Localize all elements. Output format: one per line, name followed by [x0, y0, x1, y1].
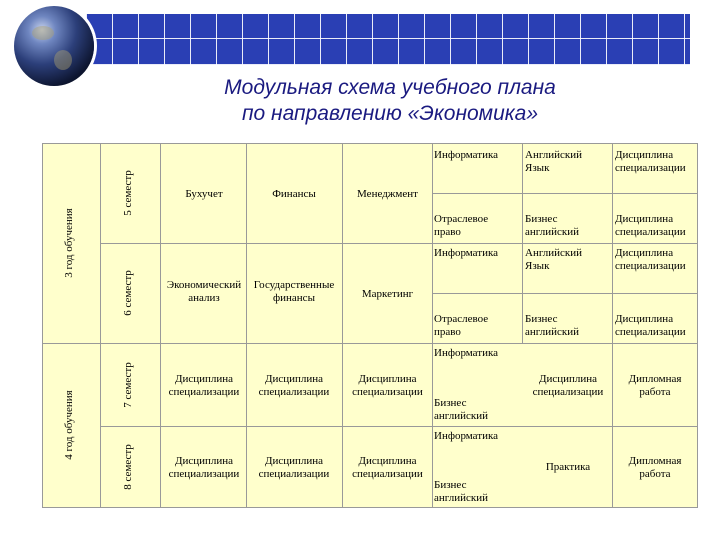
- r6-c1: Экономический анализ: [166, 279, 242, 304]
- r7-c1: Дисциплина специализации: [168, 373, 240, 398]
- page-title: [150, 75, 630, 127]
- r7-c5: Дисциплина специализации: [532, 373, 604, 398]
- r8-c5: Практика: [545, 461, 591, 473]
- r8-c4a: Информатика: [434, 430, 499, 442]
- r6-c5a: Английский Язык: [525, 247, 583, 272]
- r5-c4b: Отраслевое право: [434, 213, 489, 238]
- r5-c1: Бухучет: [185, 188, 223, 200]
- r5-c6a: Дисциплина специализации: [615, 149, 686, 174]
- r7-c2: Дисциплина специализации: [258, 373, 330, 398]
- r7-c4b: Бизнес английский: [434, 397, 488, 422]
- r8-c4b: Бизнес английский: [434, 479, 488, 504]
- r6-c5b: Бизнес английский: [525, 313, 579, 338]
- semester-5-label: 5 семестр: [122, 170, 134, 216]
- title-line-1: Модульная схема учебного плана: [224, 76, 556, 99]
- r7-c3: Дисциплина специализации: [352, 373, 423, 398]
- semester-8-label: 8 семестр: [122, 444, 134, 490]
- r6-c4a: Информатика: [434, 247, 499, 259]
- semester-6-label: 6 семестр: [122, 270, 134, 316]
- r6-c6b: Дисциплина специализации: [615, 313, 686, 338]
- r8-c3: Дисциплина специализации: [352, 455, 423, 480]
- curriculum-table: [42, 143, 698, 508]
- r7-c6: Дипломная работа: [628, 373, 682, 398]
- header-banner: [86, 14, 690, 65]
- r5-c4a: Информатика: [434, 149, 499, 161]
- r6-c2: Государственные финансы: [253, 279, 335, 304]
- semester-7-label: 7 семестр: [122, 362, 134, 408]
- r6-c3: Маркетинг: [361, 288, 414, 300]
- globe-logo-icon: [14, 6, 94, 86]
- r8-c1: Дисциплина специализации: [168, 455, 240, 480]
- r5-c5a: Английский Язык: [525, 149, 583, 174]
- r5-c2: Финансы: [272, 188, 316, 200]
- year-3-label: 3 год обучения: [63, 208, 75, 278]
- r5-c3: Менеджмент: [357, 188, 418, 200]
- title-line-2: по направлению «Экономика»: [241, 102, 539, 125]
- r5-c6b: Дисциплина специализации: [615, 213, 686, 238]
- r8-c2: Дисциплина специализации: [258, 455, 330, 480]
- r6-c4b: Отраслевое право: [434, 313, 489, 338]
- r5-c5b: Бизнес английский: [525, 213, 579, 238]
- r8-c6: Дипломная работа: [628, 455, 682, 480]
- year-4-label: 4 год обучения: [63, 390, 75, 460]
- r6-c6a: Дисциплина специализации: [615, 247, 686, 272]
- r7-c4a: Информатика: [434, 347, 499, 359]
